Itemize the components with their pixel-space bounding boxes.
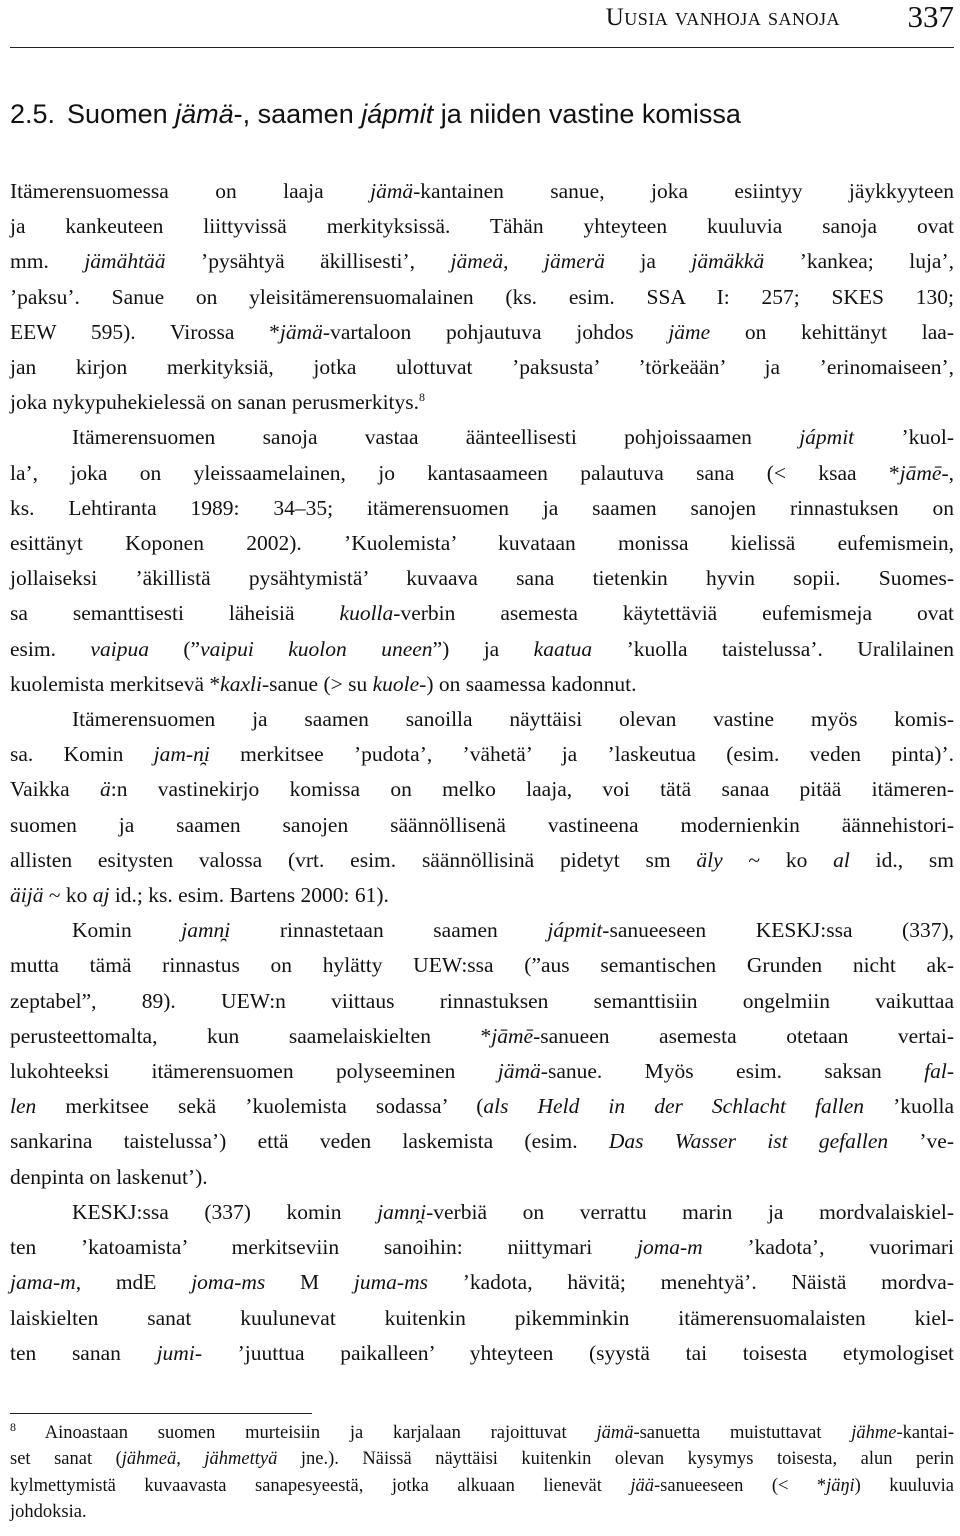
body-line: mutta tämä rinnastus on hylätty UEW:ssa (”aus semantischen Grunden nicht ak- [10,953,954,978]
body-line: allisten esitysten valossa (vrt. esim. säännöllisinä pidetyt sm äly ~ ko al id., sm [10,847,954,872]
body-line: EEW 595). Virossa *jämä-vartaloon pohjautuva johdos jäme on kehittänyt laa- [10,319,955,344]
body-line: kuolemista merkitsevä *kaxli-sanue (> su kuole-) on saamessa kadonnut. [10,671,637,696]
footnote-line: $^8$ Ainoastaan suomen murteisiin ja karjalaan rajoittuvat jämä-sanuetta muistuttavat jähme-kantai- [10,1419,954,1443]
section-title-part: -, saamen [233,99,362,129]
body-line: suomen ja saamen sanojen säännöllisenä vastineena modernienkin äännehistori- [10,812,954,837]
body-line: joka nykypuhekielessä on sanan perusmerkitys.$^8$ [10,390,426,415]
footnote-rule [10,1413,312,1414]
body-line: Itämerensuomen sanoja vastaa äänteellisesti pohjoissaamen jápmit ’kuol- [72,425,954,450]
body-line: ten sanan jumi- ’juuttua paikalleen’ yhteyteen (syystä tai toisesta etymologiset [10,1340,954,1365]
body-line: KESKJ:ssa (337) komin jamn̯i-verbiä on verrattu marin ja mordvalaiskiel- [72,1199,955,1224]
body-line: Itämerensuomen ja saamen sanoilla näyttäisi olevan vastine myös komis- [72,707,954,732]
footnote [10,1420,954,1526]
section-title-italic-1: jämä [175,99,234,129]
footnote-line: kylmettymistä kuvaavasta sanapesyeestä, jotka alkuaan lienevät jää-sanueeseen (< *jäŋi) kuuluvia [10,1475,955,1496]
body-line: sa. Komin jam-n̯i merkitsee ’pudota’, ’vähetä’ ja ’laskeutua (esim. veden pinta)’. [10,742,954,767]
page-number: 337 [907,0,954,34]
body-line: laiskielten sanat kuulunevat kuitenkin pikemminkin itämerensuomalaisten kiel- [10,1305,954,1330]
section-title-italic-2: jápmit [361,99,434,129]
body-line: zeptabel”, 89). UEW:n viittaus rinnastuksen semanttisiin ongelmiin vaikuttaa [10,988,954,1013]
body-line: sa semanttisesti läheisiä kuolla-verbin asemesta käytettäviä eufemismeja ovat [10,601,954,626]
body-line: äijä ~ ko aj id.; ks. esim. Bartens 2000: 61). [10,883,389,908]
body-line: ’paksu’. Sanue on yleisitämerensuomalainen (ks. esim. SSA I: 257; SKES 130; [10,284,954,309]
body-line: ten ’katoamista’ merkitseviin sanoihin: niittymari joma-m ’kadota’, vuorimari [10,1235,954,1260]
running-title: Uusia vanhoja sanoja [605,4,840,31]
body-line: ks. Lehtiranta 1989: 34–35; itämerensuomen ja saamen sanojen rinnastuksen on [10,495,954,520]
section-title-part: ja niiden vastine komissa [433,99,741,129]
body-line: lukohteeksi itämerensuomen polyseeminen jämä-sanue. Myös esim. saksan fal- [10,1059,954,1084]
body-line: Vaikka ä:n vastinekirjo komissa on melko laaja, voi tätä sanaa pitää itämeren- [10,777,954,802]
body-text [10,174,954,1371]
footnote-line: johdoksia. [10,1502,87,1523]
page-header [0,0,960,52]
body-line: sankarina taistelussa’) että veden laskemista (esim. Das Wasser ist gefallen ’ve- [10,1129,954,1154]
body-line: jollaiseksi ’äkillistä pysähtymistä’ kuvaava sana tietenkin hyvin sopii. Suomes- [10,566,954,591]
body-line: mm. jämähtää ’pysähtyä äkillisesti’, jämeä, jämerä ja jämäkkä ’kankea; luja’, [10,249,954,274]
body-line: perusteettomalta, kun saamelaiskielten *jāmē-sanueen asemesta otetaan vertai- [10,1023,954,1048]
body-line: denpinta on laskenut’). [10,1164,208,1189]
body-line: len merkitsee sekä ’kuolemista sodassa’ (als Held in der Schlacht fallen ’kuolla [10,1094,954,1119]
section-number: 2.5. [10,99,56,129]
body-line: jama-m, mdE joma-ms M juma-ms ’kadota, hävitä; menehtyä’. Näistä mordva- [10,1270,954,1295]
section-title [10,99,950,130]
section-title-part: Suomen [67,99,176,129]
footnote-line: set sanat (jähmeä, jähmettyä jne.). Näissä näyttäisi kuitenkin olevan kysymys toisesta, alun perin [10,1449,954,1470]
body-line: Komin jamn̯i rinnastetaan saamen jápmit-sanueeseen KESKJ:ssa (337), [72,918,954,943]
header-rule [10,47,954,48]
body-line: Itämerensuomessa on laaja jämä-kantainen sanue, joka esiintyy jäykkyyteen [10,179,955,203]
body-line: la’, joka on yleissaamelainen, jo kantasaameen palautuva sana (< ksaa *jāmē-, [10,460,954,485]
body-line: esim. vaipua (”vaipui kuolon uneen”) ja kaatua ’kuolla taistelussa’. Uralilainen [10,636,955,661]
body-line: esittänyt Koponen 2002). ’Kuolemista’ kuvataan monissa kielissä eufemismein, [10,531,954,556]
body-line: jan kirjon merkityksiä, jotka ulottuvat ’paksusta’ ’törkeään’ ja ’erinomaiseen’, [10,355,954,380]
body-line: ja kankeuteen liittyvissä merkityksissä. Tähän yhteyteen kuuluvia sanoja ovat [10,214,954,239]
